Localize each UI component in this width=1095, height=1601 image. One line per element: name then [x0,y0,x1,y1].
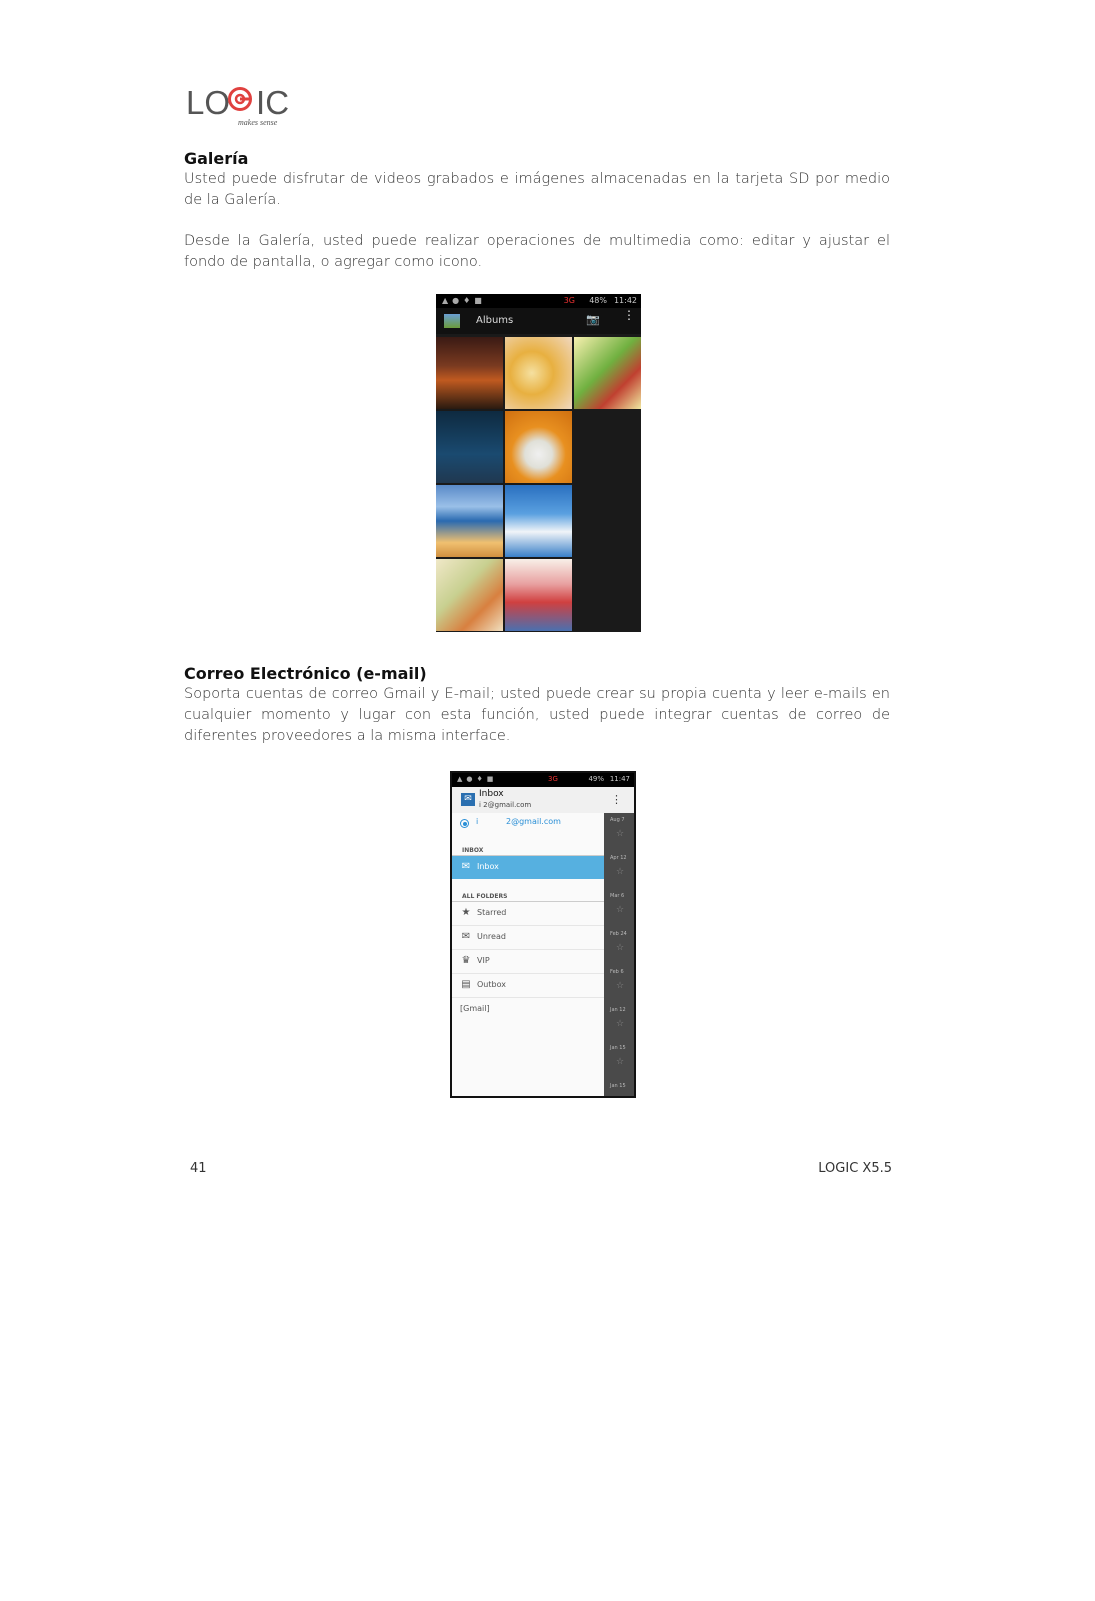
message-list-peek [604,813,634,1096]
message-date: Apr 12 [610,855,627,861]
email-screenshot [450,771,636,1098]
status-bar [436,294,641,308]
account-prefix: i [476,817,479,826]
album-thumbnail[interactable] [505,559,572,631]
folder-label: Outbox [477,980,506,989]
account-email: 2@gmail.com [506,817,561,826]
product-name: LOGIC X5.5 [818,1161,892,1176]
galeria-paragraph-1: Usted puede disfrutar de videos grabados e imágenes almacenadas en la tarjeta SD por medio de la Galería. [184,171,890,208]
folder-outbox[interactable] [452,974,604,998]
account-address: i 2@gmail.com [479,801,532,809]
folder-drawer [452,813,604,1096]
account-row[interactable] [452,813,604,835]
album-thumbnail[interactable] [436,559,503,631]
album-thumbnail[interactable] [574,337,641,409]
battery-level: 49% [588,775,604,783]
logo-g-icon [228,87,252,111]
logo-text-left: LO [186,84,231,121]
status-time: 11:47 [609,775,630,783]
overflow-menu-icon[interactable]: ⋮ [623,308,635,322]
star-icon[interactable]: ☆ [616,867,625,877]
album-thumbnail[interactable] [505,411,572,483]
folder-vip[interactable] [452,950,604,974]
star-icon[interactable]: ☆ [616,829,625,839]
camera-icon[interactable]: 📷 [586,313,600,326]
star-icon[interactable]: ☆ [616,981,625,991]
network-indicator: 3G [563,296,575,305]
star-icon[interactable]: ☆ [616,1057,625,1067]
page-number: 41 [190,1161,207,1176]
notification-icons: ▲●♦■ [457,775,498,783]
star-icon[interactable]: ☆ [616,943,625,953]
battery-level: 48% [589,296,607,305]
album-thumbnail[interactable] [505,485,572,557]
overflow-menu-icon[interactable]: ⋮ [611,793,622,806]
folder-starred[interactable] [452,902,604,926]
star-icon[interactable]: ☆ [616,1019,625,1029]
status-bar [452,773,634,787]
network-indicator: 3G [548,775,558,783]
correo-paragraph-1: Soporta cuentas de correo Gmail y E-mail; usted puede crear su propia cuenta y leer e-mails en cualquier momento y lugar con esta función, usted puede integrar cuentas de correo de diferentes proveedores a la misma interface. [184,686,890,744]
album-thumbnail[interactable] [505,337,572,409]
message-date: Feb 24 [610,931,627,937]
section-inbox: INBOX [462,847,484,854]
gallery-app-icon[interactable] [444,314,460,328]
message-date: Aug 7 [610,817,625,823]
message-date: Feb 6 [610,969,624,975]
envelope-icon: ✉ [461,931,471,942]
message-date: Jan 15 [610,1083,626,1089]
album-thumbnail[interactable] [436,485,503,557]
section-heading-correo: Correo Electrónico (e-mail) [184,664,427,683]
logo-tagline: makes sense [238,118,278,127]
logo-text-right: IC [256,84,290,121]
email-action-bar [452,787,634,815]
folder-label: Inbox [477,862,499,871]
galeria-paragraph-2: Desde la Galería, usted puede realizar operaciones de multimedia como: editar y ajustar el fondo de pantalla, o agregar como icono. [184,233,890,270]
gallery-screenshot [436,294,641,632]
albums-title[interactable]: Albums [476,315,514,326]
folder-unread[interactable] [452,926,604,950]
message-date: Jan 15 [610,1045,626,1051]
section-heading-galeria: Galería [184,149,249,168]
account-radio-icon[interactable] [460,819,469,828]
folder-gmail[interactable] [452,998,604,1021]
inbox-title[interactable]: Inbox [479,789,504,799]
email-app-icon[interactable]: ✉ [461,793,475,806]
outbox-icon: ▤ [461,979,471,990]
section-all-folders: ALL FOLDERS [462,893,508,900]
folder-label: [Gmail] [460,1004,490,1013]
album-thumbnail[interactable] [436,337,503,409]
gallery-action-bar [436,308,641,334]
message-date: Mar 6 [610,893,625,899]
logic-logo [186,84,296,130]
crown-icon: ♛ [461,955,471,966]
folder-label: Unread [477,932,506,941]
star-icon[interactable]: ☆ [616,905,625,915]
star-icon: ★ [461,907,471,918]
message-date: Jan 12 [610,1007,626,1013]
status-time: 11:42 [613,296,637,305]
notification-icons: ▲●♦■ [442,296,486,305]
folder-label: Starred [477,908,507,917]
envelope-icon: ✉ [461,861,471,872]
album-thumbnail[interactable] [436,411,503,483]
folder-label: VIP [477,956,490,965]
folder-inbox[interactable] [452,856,604,879]
